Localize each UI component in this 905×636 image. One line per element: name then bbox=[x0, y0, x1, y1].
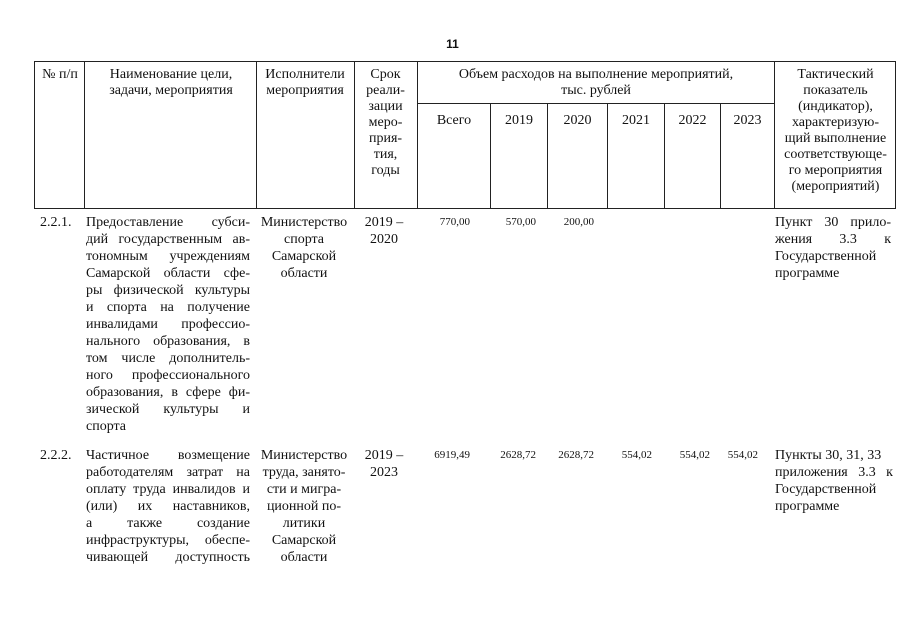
row-2020: 2628,72 bbox=[558, 449, 594, 461]
header-col-number: № п/п bbox=[42, 67, 78, 82]
header-col-executors: Исполнители мероприятия bbox=[265, 67, 345, 98]
header-col-2022: 2022 bbox=[678, 113, 707, 128]
row-indicator: Пункты 30, 31, 33 приложения 3.3 к Государственной программе bbox=[775, 448, 893, 514]
row-number: 2.2.1. bbox=[40, 215, 72, 230]
row-total: 6919,49 bbox=[434, 449, 470, 461]
header-col-2020: 2020 bbox=[563, 113, 592, 128]
row-2023: 554,02 bbox=[727, 449, 758, 461]
header-col-2021: 2021 bbox=[622, 113, 650, 128]
page-number: 11 bbox=[446, 37, 459, 51]
row-total: 770,00 bbox=[439, 216, 470, 228]
row-2019: 570,00 bbox=[505, 216, 536, 228]
row-number: 2.2.2. bbox=[40, 448, 72, 463]
row-name: Частичное возмещение работодателям затрат на оплату труда инвалидов и (или) их наставников, а также создание инфраструктуры, обеспе- чивающей доступность bbox=[86, 448, 250, 565]
row-2020: 200,00 bbox=[563, 216, 594, 228]
header-col-2019: 2019 bbox=[505, 113, 533, 128]
row-indicator: Пункт 30 прило- жения 3.3 к Государственной программе bbox=[775, 215, 891, 281]
row-term: 2019 – 2020 bbox=[364, 215, 404, 247]
header-col-2023: 2023 bbox=[733, 113, 762, 128]
header-col-indicator: Тактический показатель (индикатор), характеризую- щий выполнение соответствующе- го мероприятия (мероприятий) bbox=[784, 67, 887, 194]
row-executor: Министерство труда, занято- сти и мигра- ционной по- литики Самарской области bbox=[260, 448, 348, 565]
table-header bbox=[34, 61, 896, 209]
row-name: Предоставление субси- дий государственным ав- тономным учреждениям Самарской области сфе- ры физической культуры и спорта на получение инвалидами профессио- нального образования, в том числе дополнитель- ного профессионального образования, в сфере фи- зической культуры и спорта bbox=[86, 215, 250, 434]
header-col-term: Срок реали- зации меро- прия- тия, годы bbox=[366, 67, 405, 178]
row-2022: 554,02 bbox=[679, 449, 710, 461]
row-executor: Министерство спорта Самарской области bbox=[260, 215, 348, 281]
header-col-total: Всего bbox=[436, 113, 472, 128]
row-term: 2019 – 2023 bbox=[364, 448, 404, 480]
row-2021: 554,02 bbox=[621, 449, 652, 461]
header-col-expenses: Объем расходов на выполнение мероприятий, тыс. рублей bbox=[458, 67, 734, 98]
row-2019: 2628,72 bbox=[500, 449, 536, 461]
header-col-name: Наименование цели, задачи, мероприятия bbox=[109, 67, 233, 98]
